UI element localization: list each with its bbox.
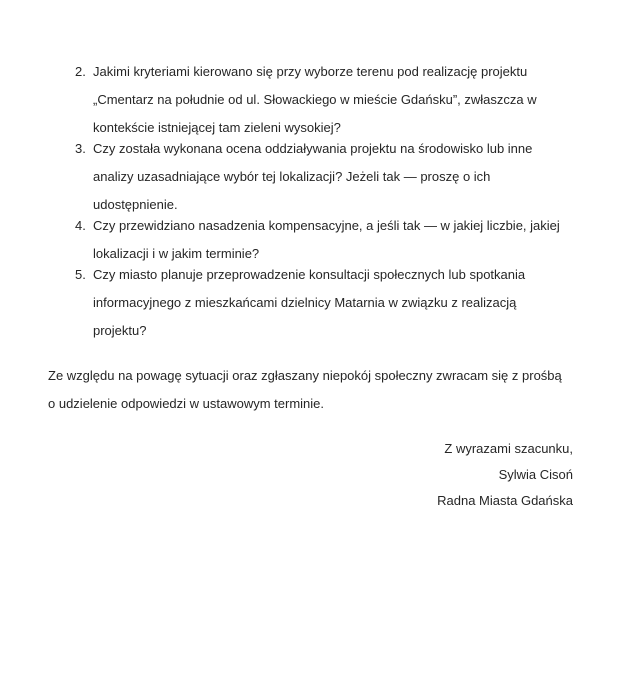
signature-block bbox=[48, 436, 573, 514]
list-item-line: udostępnienie. bbox=[93, 197, 178, 212]
list-item-line: lokalizacji i w jakim terminie? bbox=[93, 246, 260, 261]
list-item-text bbox=[93, 58, 573, 142]
list-item-line: Czy miasto planuje przeprowadzenie konsultacji społecznych lub spotkania bbox=[93, 267, 526, 282]
paragraph-line: Ze względu na powagę sytuacji oraz zgłaszany niepokój społeczny zwracam się z prośbą bbox=[48, 368, 562, 383]
list-item-3 bbox=[75, 135, 573, 219]
list-item-2 bbox=[75, 58, 573, 142]
list-item-line: Czy przewidziano nasadzenia kompensacyjne, a jeśli tak — w jakiej liczbie, jakiej bbox=[93, 218, 560, 233]
list-item-number: 2. bbox=[75, 64, 86, 79]
list-item-number: 5. bbox=[75, 267, 86, 282]
list-item-line: Czy została wykonana ocena oddziaływania projektu na środowisko lub inne bbox=[93, 141, 533, 156]
closing-paragraph bbox=[48, 362, 573, 418]
list-item-line: Jakimi kryteriami kierowano się przy wyborze terenu pod realizację projektu bbox=[93, 64, 528, 79]
signature-title: Radna Miasta Gdańska bbox=[437, 493, 573, 508]
list-item-number: 4. bbox=[75, 218, 86, 233]
signature-closing: Z wyrazami szacunku, bbox=[444, 441, 573, 456]
list-item-number: 3. bbox=[75, 141, 86, 156]
list-item-line: „Cmentarz na południe od ul. Słowackiego w mieście Gdańsku”, zwłaszcza w bbox=[93, 92, 537, 107]
paragraph-line: o udzielenie odpowiedzi w ustawowym terminie. bbox=[48, 396, 325, 411]
list-item-line: kontekście istniejącej tam zieleni wysokiej? bbox=[93, 120, 341, 135]
signature-name: Sylwia Cisoń bbox=[498, 467, 573, 482]
numbered-list bbox=[48, 58, 573, 345]
list-item-text bbox=[93, 135, 573, 219]
list-item-5 bbox=[75, 261, 573, 345]
list-item-text bbox=[93, 261, 573, 345]
list-item-text bbox=[93, 212, 573, 268]
list-item-line: informacyjnego z mieszkańcami dzielnicy Matarnia w związku z realizacją bbox=[93, 295, 517, 310]
list-item-4 bbox=[75, 212, 573, 268]
list-item-line: projektu? bbox=[93, 323, 147, 338]
list-item-line: analizy uzasadniające wybór tej lokalizacji? Jeżeli tak — proszę o ich bbox=[93, 169, 491, 184]
